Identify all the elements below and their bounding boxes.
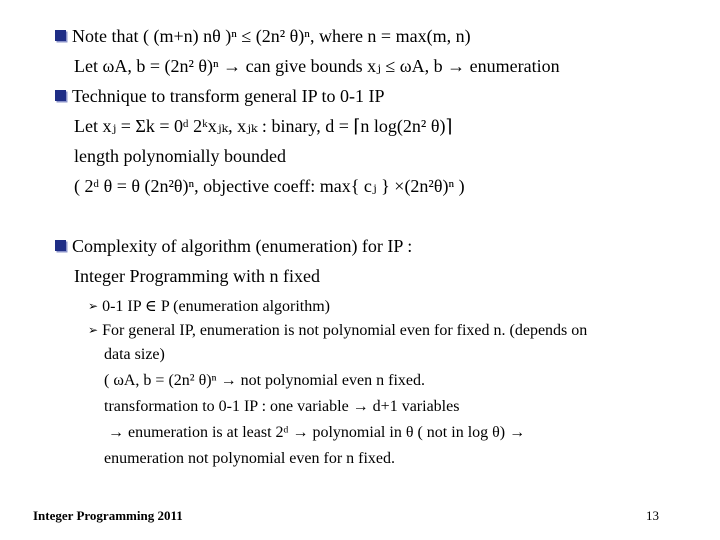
slide-line-text: enumeration not polynomial even for n fixed. [104,450,396,467]
slide-line-text: Let ωA, b = (2n² θ)ⁿ → can give bounds xⱼ ≤ ωA, b → enumeration [74,56,560,76]
text-line-enumeration-not-poly [104,450,395,468]
slide-line-text: Note that ( (m+n) nθ )ⁿ ≤ (2n² θ)ⁿ, where n = max(m, n) [72,26,471,46]
text-line-transformation [104,398,459,416]
slide-line-text: data size) [104,346,165,363]
slide-line-text: 0-1 IP ∈ P (enumeration algorithm) [102,298,331,315]
page-number: 13 [646,508,659,523]
square-bullet-icon [55,30,66,41]
slide-line-text: ( ωA, b = (2n² θ)ⁿ → not polynomial even n fixed. [104,372,425,389]
slide-line-text: → enumeration is at least 2ᵈ → polynomial in θ ( not in log θ) → [108,424,526,441]
text-line-not-polynomial [104,372,425,390]
slide-line-text: length polynomially bounded [74,146,286,166]
slide-line-text: For general IP, enumeration is not polynomial even for fixed n. (depends on [102,322,588,339]
slide-line-text: Complexity of algorithm (enumeration) for IP : [72,236,413,256]
slide-line-text: Technique to transform general IP to 0-1 IP [72,86,385,106]
arrow-bullet-icon: ➢ [88,299,99,313]
arrow-bullet-icon: ➢ [88,323,99,337]
square-bullet-icon [55,90,66,101]
text-line-objective-coeff [74,176,465,197]
bullet-line-transform-technique [55,86,385,107]
text-line-binary-expansion [74,116,452,137]
sub-bullet-line-general-ip [88,322,587,340]
text-line-omega-bound [74,56,560,77]
slide-line-text: Let xⱼ = Σk = 0ᵈ 2ᵏxⱼₖ, xⱼₖ : binary, d = ⌈n log(2n² θ)⌉ [74,116,453,136]
slide-line-text: ( 2ᵈ θ = θ (2n²θ)ⁿ, objective coeff: max{ cⱼ } ×(2n²θ)ⁿ ) [74,176,465,196]
sub-bullet-line-01ip [88,296,330,316]
footer-course-title: Integer Programming 2011 [33,508,183,523]
text-line-data-size [104,346,165,364]
slide-line-text: Integer Programming with n fixed [74,266,320,286]
text-line-n-fixed [74,266,320,287]
slide-line-text: transformation to 0-1 IP : one variable → d+1 variables [104,398,460,415]
bullet-line-complexity [55,236,412,257]
text-line-enumeration-bound [108,424,525,442]
bullet-line-note-that [55,26,471,47]
text-line-length-bounded [74,146,286,167]
square-bullet-icon [55,240,66,251]
